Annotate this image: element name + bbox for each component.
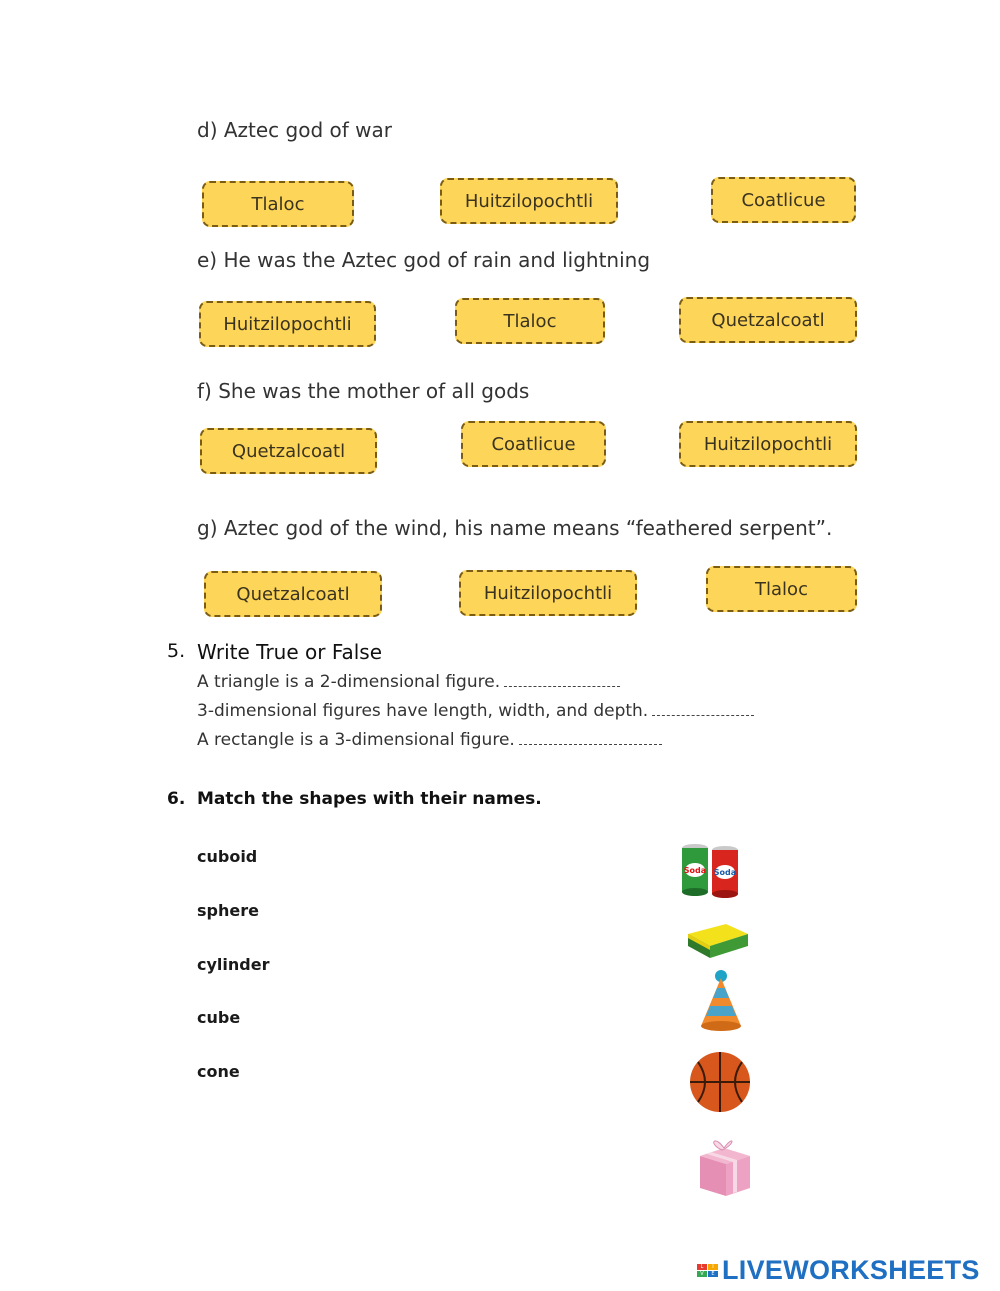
option-e-2[interactable]: Tlaloc bbox=[455, 298, 605, 344]
option-d-1[interactable]: Tlaloc bbox=[202, 181, 354, 227]
logo-letter-i: I bbox=[708, 1264, 718, 1270]
logo-squares-icon bbox=[697, 1264, 718, 1277]
option-e-3[interactable]: Quetzalcoatl bbox=[679, 297, 857, 343]
tf-answer-2-blank[interactable] bbox=[652, 701, 754, 716]
shape-name-cube[interactable]: cube bbox=[197, 1008, 241, 1027]
question-e: e) He was the Aztec god of rain and lightning bbox=[197, 248, 651, 272]
tf-statement-1-text: A triangle is a 2-dimensional figure. bbox=[197, 672, 501, 692]
logo-text: LIVEWORKSHEETS bbox=[722, 1254, 980, 1285]
section-5-number: 5. bbox=[167, 640, 186, 662]
soda-cans-image[interactable] bbox=[678, 842, 744, 898]
tf-statement-1 bbox=[197, 672, 620, 692]
shape-name-sphere[interactable]: sphere bbox=[197, 901, 259, 920]
shape-name-cuboid[interactable]: cuboid bbox=[197, 847, 258, 866]
tf-answer-1-blank[interactable] bbox=[504, 672, 620, 687]
option-g-3[interactable]: Tlaloc bbox=[706, 566, 857, 612]
question-g: g) Aztec god of the wind, his name means “feathered serpent”. bbox=[197, 516, 833, 540]
option-f-1[interactable]: Quetzalcoatl bbox=[200, 428, 377, 474]
party-hat-image[interactable] bbox=[693, 968, 749, 1034]
tf-statement-2-text: 3-dimensional figures have length, width, and depth. bbox=[197, 701, 649, 721]
option-e-1[interactable]: Huitzilopochtli bbox=[199, 301, 376, 347]
option-d-3[interactable]: Coatlicue bbox=[711, 177, 856, 223]
soda-label-right: Soda bbox=[713, 868, 737, 877]
option-g-2[interactable]: Huitzilopochtli bbox=[459, 570, 637, 616]
section-5-title: Write True or False bbox=[197, 640, 383, 664]
logo-letter-e: E bbox=[708, 1271, 718, 1277]
tf-answer-3-blank[interactable] bbox=[519, 730, 662, 745]
option-f-3[interactable]: Huitzilopochtli bbox=[679, 421, 857, 467]
logo-letter-l: L bbox=[697, 1264, 707, 1270]
question-f: f) She was the mother of all gods bbox=[197, 379, 530, 403]
option-d-2[interactable]: Huitzilopochtli bbox=[440, 178, 618, 224]
section-6-number: 6. bbox=[167, 789, 186, 809]
soda-label-left: Soda bbox=[683, 866, 707, 875]
tf-statement-2 bbox=[197, 701, 754, 721]
basketball-image[interactable] bbox=[688, 1050, 752, 1114]
tf-statement-3 bbox=[197, 730, 662, 750]
tf-statement-3-text: A rectangle is a 3-dimensional figure. bbox=[197, 730, 515, 750]
option-f-2[interactable]: Coatlicue bbox=[461, 421, 606, 467]
option-g-1[interactable]: Quetzalcoatl bbox=[204, 571, 382, 617]
liveworksheets-logo bbox=[697, 1256, 980, 1284]
shape-name-cylinder[interactable]: cylinder bbox=[197, 955, 270, 974]
logo-letter-v: V bbox=[697, 1271, 707, 1277]
shape-name-cone[interactable]: cone bbox=[197, 1062, 240, 1081]
sponge-image[interactable] bbox=[684, 918, 752, 962]
question-d: d) Aztec god of war bbox=[197, 118, 392, 142]
gift-box-image[interactable] bbox=[694, 1130, 756, 1200]
section-6-title: Match the shapes with their names. bbox=[197, 789, 542, 809]
